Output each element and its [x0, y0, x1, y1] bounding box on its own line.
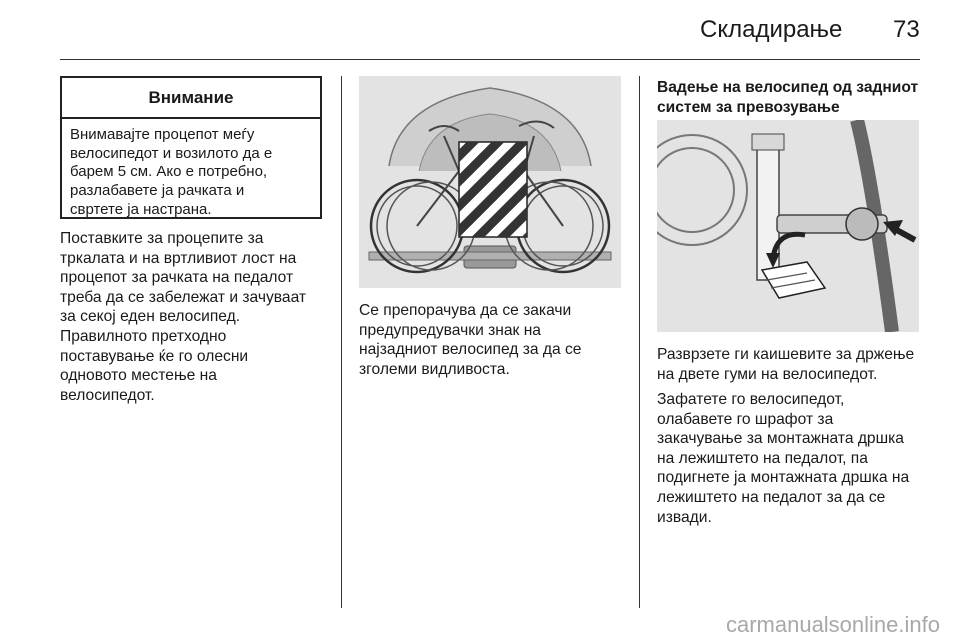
text-line: на лежиштето на педалот, па — [657, 449, 868, 467]
caption-line: зголеми видливоста. — [359, 360, 510, 378]
bike-carrier-drawing — [359, 76, 621, 288]
column3-paragraph-1 — [657, 345, 927, 384]
bike-carrier-illustration — [359, 76, 621, 288]
text-line: подигнете ја монтажната дршка на — [657, 469, 910, 487]
header-rule — [60, 59, 920, 60]
warning-line: барем 5 см. Ако е потребно, — [70, 163, 268, 181]
illustration-caption — [359, 301, 629, 379]
text-line: поставување ќе го олесни — [60, 347, 249, 365]
watermark: carmanualsonline.info — [725, 612, 940, 637]
section-title: Складирање — [700, 16, 843, 43]
text-line: треба да се забележат и зачуваат — [60, 288, 307, 306]
page-number: 73 — [893, 16, 920, 43]
heading-line: Вадење на велосипед од задниот — [657, 79, 919, 96]
text-line: лежиштето на педалот за да се — [657, 488, 886, 506]
warning-line: разлабавете ја рачката и — [70, 182, 245, 200]
caption-line: Се препорачува да се закачи — [359, 302, 572, 319]
text-line: процепот за рачката на педалот — [60, 269, 294, 287]
text-line: извади. — [657, 508, 712, 526]
warning-line: велосипедот и возилото да е — [70, 144, 273, 162]
caption-line: предупредувачки знак на — [359, 321, 541, 339]
text-line: олабавете го шрафот за — [657, 410, 834, 428]
text-line: Поставките за процепите за — [60, 230, 264, 247]
warning-line: свртете ја настрана. — [70, 200, 212, 218]
text-line: тркалата и на вртливиот лост на — [60, 249, 297, 267]
warning-title: Внимание — [62, 78, 320, 119]
text-line: Зафатете го велосипедот, — [657, 391, 845, 408]
text-line: за секој еден велосипед. — [60, 308, 241, 326]
column1-paragraph — [60, 229, 330, 405]
text-line: велосипедот. — [60, 386, 155, 404]
text-line: закачување за монтажната дршка — [657, 430, 904, 448]
section-heading — [657, 78, 927, 117]
heading-line: систем за превозување — [657, 98, 840, 116]
text-line: Правилното претходно — [60, 327, 227, 345]
text-line: на двете гуми на велосипедот. — [657, 365, 878, 383]
column-divider-1 — [341, 76, 342, 608]
pedal-mount-drawing — [657, 120, 919, 332]
column-divider-2 — [639, 76, 640, 608]
text-line: Разврзете ги каишевите за држење — [657, 346, 915, 363]
text-line: одновото местење на — [60, 367, 217, 385]
pedal-mount-illustration — [657, 120, 919, 332]
warning-text — [62, 119, 320, 227]
warning-line: Внимавајте процепот меѓу — [70, 126, 255, 143]
warning-box — [60, 76, 322, 219]
column3-paragraph-2 — [657, 390, 927, 527]
caption-line: најзадниот велосипед за да се — [359, 341, 582, 359]
